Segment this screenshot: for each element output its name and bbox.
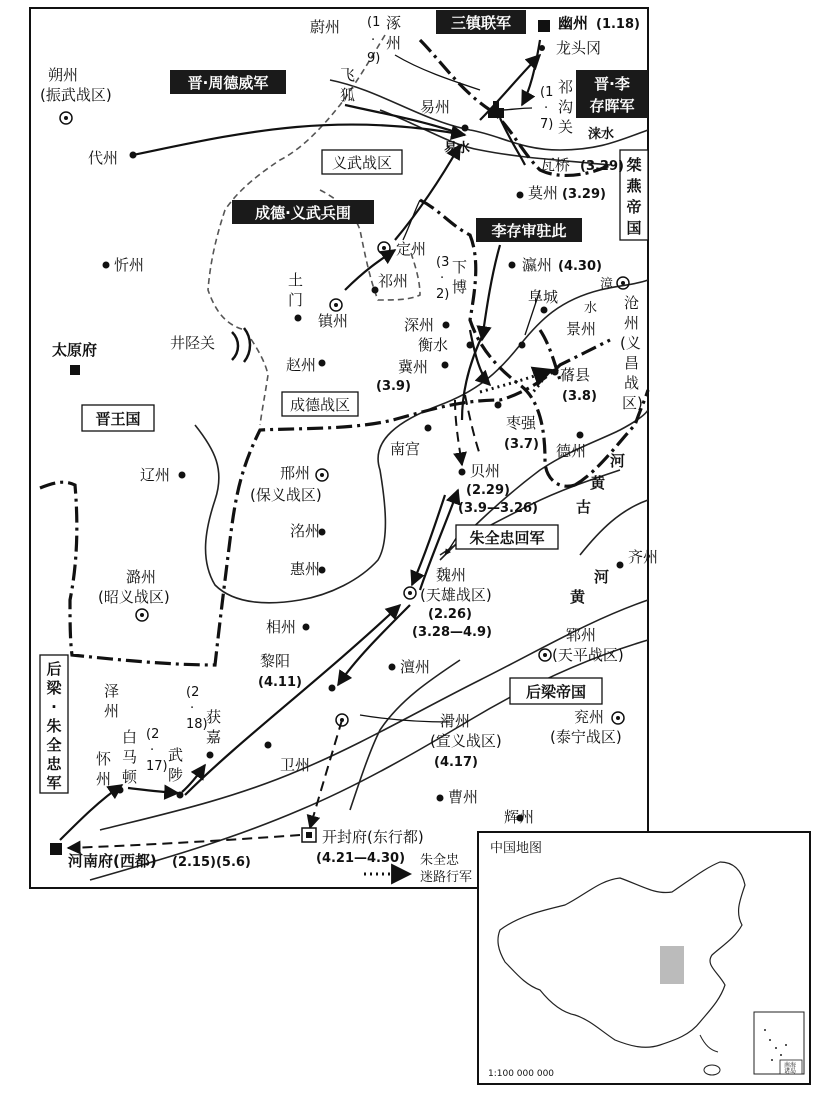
label-yanzhou: 兖州 bbox=[574, 708, 605, 726]
label-weizhou3: 卫州 bbox=[280, 756, 311, 774]
label-jin-li-b: 存晖军 bbox=[589, 97, 635, 115]
label-houliang-f: 忠 bbox=[46, 755, 62, 773]
label-caozhou: 曹州 bbox=[448, 788, 479, 806]
label-huojia-a: 获 bbox=[206, 708, 222, 726]
label-luzhou: 潞州 bbox=[126, 568, 157, 586]
label-huazhou: 滑州 bbox=[440, 712, 471, 730]
label-liyang-date: (4.11) bbox=[258, 675, 302, 690]
label-chengde-zone: 成德战区 bbox=[289, 396, 351, 414]
label-date19-c: 9) bbox=[367, 51, 381, 66]
label-tumen-b: 门 bbox=[288, 291, 304, 309]
label-yichang-b: 昌 bbox=[624, 354, 640, 372]
label-jin-zhou: 晋·周德威军 bbox=[187, 74, 269, 92]
label-jieyan-b: 燕 bbox=[626, 177, 642, 195]
label-zaoqiang: 枣强 bbox=[506, 414, 537, 432]
white-boxes bbox=[40, 150, 648, 793]
label-liyang: 黎阳 bbox=[260, 652, 291, 670]
label-huaizhou-b: 州 bbox=[96, 770, 112, 788]
label-cizhou: 惠州 bbox=[290, 560, 321, 578]
jingxing-pass-symbol bbox=[232, 328, 250, 362]
label-taining: (泰宁战区) bbox=[550, 728, 622, 746]
label-qigou-b: 沟 bbox=[558, 98, 574, 116]
label-wuzhi-a: 武 bbox=[168, 746, 184, 764]
camp-marker bbox=[488, 101, 504, 118]
label-beizhou: 贝州 bbox=[470, 462, 501, 480]
label-zezhou-b: 州 bbox=[104, 702, 120, 720]
label-dezhou: 德州 bbox=[556, 442, 587, 460]
label-mozhou-date: (3.29) bbox=[562, 187, 606, 202]
place-labels bbox=[40, 14, 658, 870]
label-yichang-c: 战 bbox=[624, 374, 640, 392]
inset-title: 中国地图 bbox=[490, 841, 543, 856]
label-huaizhou-a: 怀 bbox=[96, 750, 112, 768]
label-shui: 水 bbox=[584, 301, 598, 316]
label-youzhou-date: (1.18) bbox=[596, 17, 640, 32]
label-laishui: 涞水 bbox=[588, 127, 615, 142]
label-mingzhou: 洺州 bbox=[290, 522, 321, 540]
label-baimadun-a: 白 bbox=[122, 728, 138, 746]
label-date19-a: (1 bbox=[367, 15, 381, 30]
label-tianxiong: (天雄战区) bbox=[420, 586, 492, 604]
label-licunshen: 李存审驻此 bbox=[491, 222, 567, 240]
label-yunzhou: 郓州 bbox=[566, 626, 597, 644]
label-fucheng: 阜城 bbox=[528, 288, 559, 306]
label-date32-a: (3 bbox=[436, 255, 450, 270]
label-date217-a: (2 bbox=[146, 727, 160, 742]
label-date17-a: (1 bbox=[540, 85, 554, 100]
label-zhuozhou-a: 涿 bbox=[386, 14, 402, 32]
inset-china-map bbox=[478, 832, 810, 1084]
label-weizhou: 蔚州 bbox=[310, 18, 341, 36]
label-taiyuan: 太原府 bbox=[52, 341, 98, 359]
label-jinwang: 晋王国 bbox=[95, 410, 141, 428]
label-zhang: 漳 bbox=[600, 277, 614, 292]
label-date32-c: 2) bbox=[436, 287, 450, 302]
label-qizhou: 祁州 bbox=[378, 272, 409, 290]
legend-label-a: 朱全忠 bbox=[420, 853, 460, 868]
label-baoyi: (保义战区) bbox=[250, 486, 322, 504]
label-longtougang: 龙头冈 bbox=[556, 39, 602, 57]
label-he: 河 bbox=[610, 452, 626, 470]
label-waqiao: 瓦桥 bbox=[540, 156, 571, 174]
label-yizhou: 易州 bbox=[420, 98, 451, 116]
label-jizhou-date: (3.9) bbox=[376, 379, 411, 394]
label-zhaozhou: 赵州 bbox=[286, 356, 317, 374]
label-feihu-a: 飞 bbox=[340, 66, 356, 84]
label-houliang-b: 梁 bbox=[46, 679, 62, 697]
label-chengde-yiwu: 成德·义武兵围 bbox=[255, 204, 351, 222]
label-xuanyi: (宣义战区) bbox=[430, 732, 502, 750]
label-houliang-g: 军 bbox=[46, 774, 62, 792]
label-shanzhou: 澶州 bbox=[400, 658, 431, 676]
label-huazhou-date: (4.17) bbox=[434, 755, 478, 770]
label-youzhou: 幽州 bbox=[558, 14, 589, 32]
label-qizhou2: 齐州 bbox=[628, 548, 659, 566]
label-date218-c: 18) bbox=[186, 717, 208, 732]
label-xiangzhou: 相州 bbox=[266, 618, 297, 636]
army-routes bbox=[60, 40, 552, 848]
label-jingxingguan: 井陉关 bbox=[170, 334, 216, 352]
label-xingzhou: 邢州 bbox=[280, 464, 311, 482]
label-cangzhou-b: 州 bbox=[624, 314, 640, 332]
label-beizhou-date2: (3.9—3.26) bbox=[458, 501, 538, 516]
label-date17-b: · bbox=[544, 101, 549, 116]
label-he2: 河 bbox=[594, 568, 610, 586]
label-houliang-c: · bbox=[51, 698, 57, 716]
label-huang2: 黄 bbox=[570, 588, 586, 606]
label-huizhou: 辉州 bbox=[504, 808, 535, 826]
label-dingzhou: 定州 bbox=[396, 240, 427, 258]
inset-highlight-region bbox=[660, 946, 684, 984]
label-weizhou2-date1: (2.26) bbox=[428, 607, 472, 622]
label-waqiao-date: (3.29) bbox=[580, 159, 624, 174]
label-houliang-a: 后 bbox=[46, 660, 62, 678]
label-qigou-a: 祁 bbox=[558, 78, 574, 96]
label-shenzhou: 深州 bbox=[404, 316, 435, 334]
label-yishui: 易水 bbox=[444, 141, 471, 156]
label-zhenwu: (振武战区) bbox=[40, 86, 112, 104]
inset-scale: 1:100 000 000 bbox=[488, 1069, 555, 1079]
label-baimadun-c: 顿 bbox=[122, 768, 138, 786]
label-yingzhou: 瀛州 bbox=[522, 256, 553, 274]
label-yichang-a: (义 bbox=[620, 334, 641, 352]
label-sanzhen: 三镇联军 bbox=[450, 14, 512, 32]
label-huojia-b: 嘉 bbox=[206, 728, 222, 746]
label-hengshui: 衡水 bbox=[418, 336, 449, 354]
label-gu: 古 bbox=[576, 498, 592, 516]
label-xiabo-b: 博 bbox=[452, 278, 468, 296]
label-liaozhou: 辽州 bbox=[140, 466, 171, 484]
label-baimadun-b: 马 bbox=[122, 748, 138, 766]
label-jieyan-a: 桀 bbox=[626, 156, 642, 174]
label-houliang-empire: 后梁帝国 bbox=[525, 683, 587, 701]
label-huang: 黄 bbox=[590, 474, 606, 492]
label-date19-b: · bbox=[371, 33, 376, 48]
label-houliang-e: 全 bbox=[46, 736, 62, 754]
label-date218-b: · bbox=[190, 701, 195, 716]
label-houliang-d: 朱 bbox=[46, 717, 62, 735]
label-tianping: (天平战区) bbox=[552, 646, 624, 664]
label-kaifeng: 开封府(东行都) bbox=[322, 828, 424, 846]
inset-islands-a: 南海 bbox=[784, 1062, 797, 1069]
label-date217-b: · bbox=[150, 743, 155, 758]
label-cangzhou-a: 沧 bbox=[624, 294, 640, 312]
label-kaifeng-date: (4.21—4.30) bbox=[316, 851, 406, 866]
label-zhu-back: 朱全忠回军 bbox=[469, 529, 545, 547]
label-yichang-d: 区) bbox=[622, 394, 643, 412]
label-beizhou-date1: (2.29) bbox=[466, 483, 510, 498]
label-jieyan-d: 国 bbox=[626, 219, 642, 237]
label-mozhou: 莫州 bbox=[528, 184, 559, 202]
label-henan-dates: (2.15)(5.6) bbox=[172, 855, 251, 870]
label-tumen-a: 土 bbox=[288, 271, 304, 289]
inset-islands-b: 诸岛 bbox=[784, 1068, 797, 1075]
label-jingzhou: 景州 bbox=[566, 320, 597, 338]
label-yingzhou-date: (4.30) bbox=[558, 259, 602, 274]
label-tiaoxian-date: (3.8) bbox=[562, 389, 597, 404]
label-date218-a: (2 bbox=[186, 685, 200, 700]
label-zhenzhou: 镇州 bbox=[318, 312, 349, 330]
label-jizhou: 冀州 bbox=[398, 358, 429, 376]
label-zezhou-a: 泽 bbox=[104, 682, 120, 700]
label-jieyan-c: 帝 bbox=[626, 198, 642, 216]
label-tiaoxian: 蓨县 bbox=[560, 366, 591, 384]
label-nangong: 南宫 bbox=[390, 440, 421, 458]
label-date32-b: · bbox=[440, 271, 445, 286]
legend-label-b: 迷路行军 bbox=[420, 870, 473, 885]
label-weizhou2: 魏州 bbox=[436, 566, 467, 584]
label-zaoqiang-date: (3.7) bbox=[504, 437, 539, 452]
label-xinzhou: 忻州 bbox=[114, 256, 145, 274]
label-henan: 河南府(西都) bbox=[68, 852, 157, 870]
label-xiabo-a: 下 bbox=[452, 258, 468, 276]
label-feihu-b: 狐 bbox=[340, 86, 356, 104]
label-jin-li-a: 晋·李 bbox=[594, 75, 630, 93]
label-wuzhi-b: 陟 bbox=[168, 766, 184, 784]
label-weizhou2-date2: (3.28—4.9) bbox=[412, 625, 492, 640]
label-yiwu-zone: 义武战区 bbox=[331, 154, 393, 172]
label-daizhou: 代州 bbox=[88, 149, 119, 167]
label-shuozhou: 朔州 bbox=[48, 66, 79, 84]
label-date17-c: 7) bbox=[540, 117, 554, 132]
label-zhaoyi: (昭义战区) bbox=[98, 588, 170, 606]
label-zhuozhou-b: 州 bbox=[386, 34, 402, 52]
label-qigou-c: 关 bbox=[558, 118, 574, 136]
label-date217-c: 17) bbox=[146, 759, 168, 774]
